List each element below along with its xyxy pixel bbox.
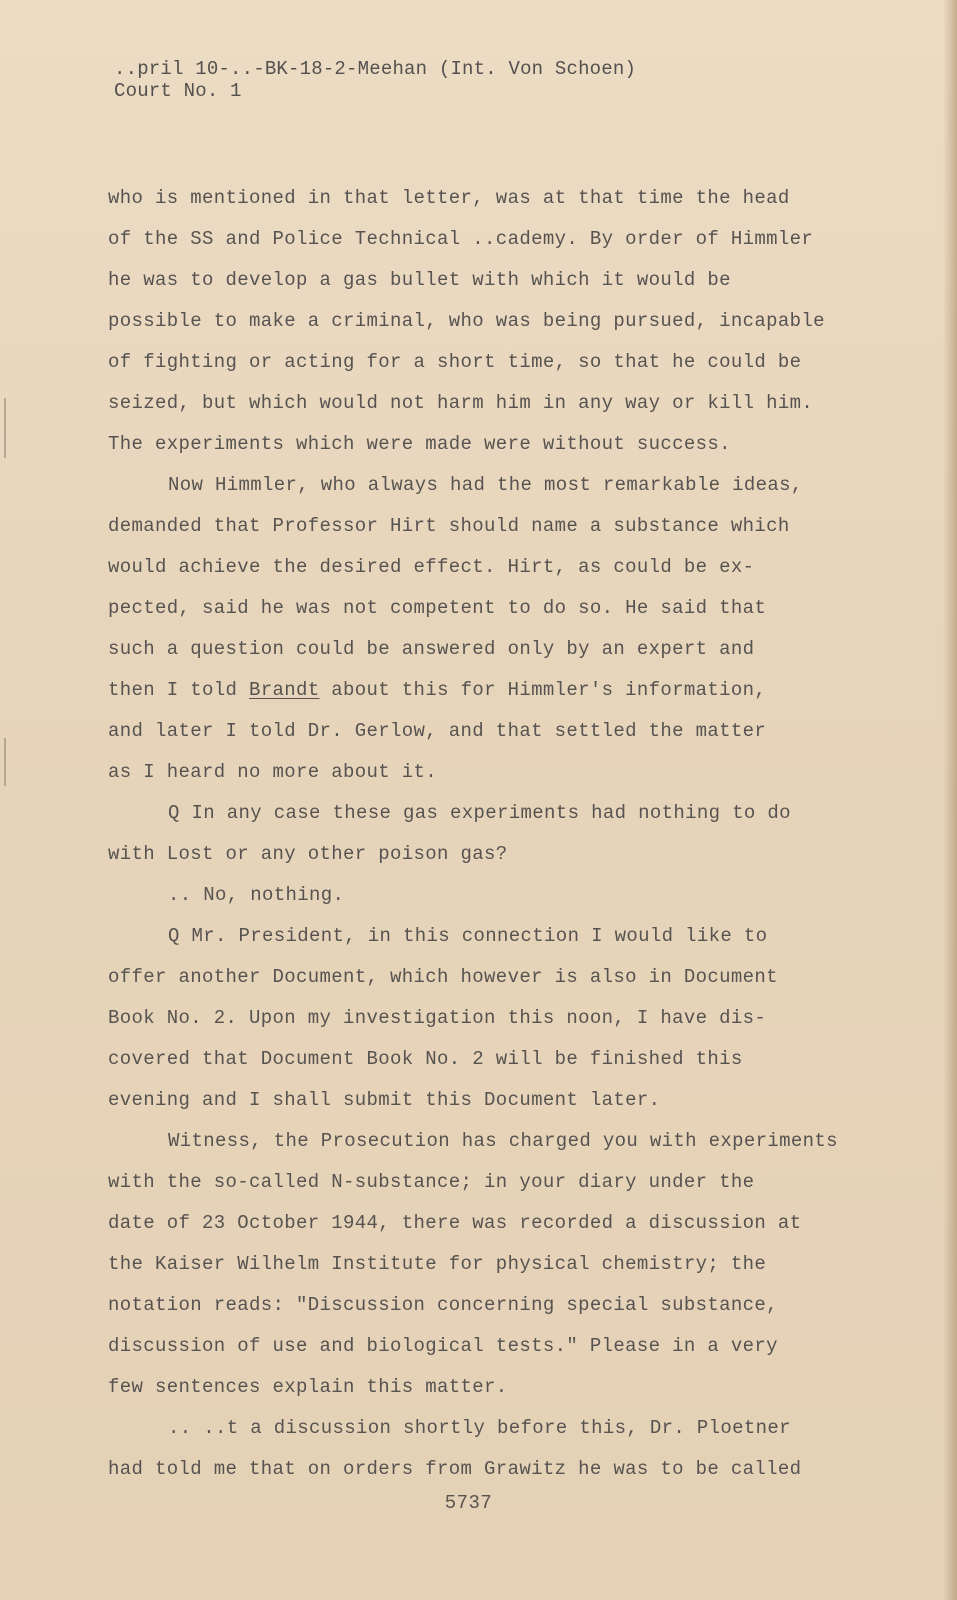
text-line: with Lost or any other poison gas? (108, 843, 508, 865)
text-line: possible to make a criminal, who was being pursued, incapable (108, 310, 825, 332)
text-line: covered that Document Book No. 2 will be finished this (108, 1048, 743, 1070)
text-line: seized, but which would not harm him in any way or kill him. (108, 392, 814, 414)
text-line: Book No. 2. Upon my investigation this noon, I have dis- (108, 1007, 767, 1029)
text-segment: then I told (108, 679, 250, 701)
text-line: he was to develop a gas bullet with which it would be (108, 269, 731, 291)
answer-line: .. No, nothing. (168, 884, 345, 906)
text-line: of fighting or acting for a short time, so that he could be (108, 351, 802, 373)
text-segment: about this for Himmler's information, (319, 679, 767, 701)
transcript-body (108, 178, 928, 1490)
text-line: as I heard no more about it. (108, 761, 438, 783)
text-line: Now Himmler, who always had the most remarkable ideas, (168, 474, 803, 496)
text-line: pected, said he was not competent to do so. He said that (108, 597, 767, 619)
text-line: had told me that on orders from Grawitz he was to be called (108, 1458, 802, 1480)
text-line: discussion of use and biological tests." Please in a very (108, 1335, 778, 1357)
text-line: date of 23 October 1944, there was recorded a discussion at (108, 1212, 802, 1234)
binder-mark (4, 738, 6, 786)
question-line: Q In any case these gas experiments had nothing to do (168, 802, 791, 824)
text-line: would achieve the desired effect. Hirt, as could be ex- (108, 556, 755, 578)
header-line-2: Court No. 1 (114, 80, 242, 102)
text-line (108, 670, 928, 711)
text-line: The experiments which were made were without success. (108, 433, 731, 455)
text-line: with the so-called N-substance; in your diary under the (108, 1171, 755, 1193)
text-line: who is mentioned in that letter, was at that time the head (108, 187, 790, 209)
text-line: of the SS and Police Technical ..cademy. By order of Himmler (108, 228, 814, 250)
text-line: demanded that Professor Hirt should name a substance which (108, 515, 790, 537)
text-line: notation reads: "Discussion concerning special substance, (108, 1294, 778, 1316)
text-line: evening and I shall submit this Document later. (108, 1089, 661, 1111)
page-number: 5737 (444, 1492, 493, 1514)
text-line: such a question could be answered only by an expert and (108, 638, 755, 660)
text-line: the Kaiser Wilhelm Institute for physical chemistry; the (108, 1253, 767, 1275)
header-line-1: ..pril 10-..-BK-18-2-Meehan (Int. Von Schoen) (114, 58, 637, 80)
underlined-name: Brandt (249, 679, 320, 701)
document-header (114, 58, 636, 102)
answer-line: .. ..t a discussion shortly before this, Dr. Ploetner (168, 1417, 791, 1439)
text-line: offer another Document, which however is also in Document (108, 966, 778, 988)
text-line: few sentences explain this matter. (108, 1376, 508, 1398)
binder-mark (4, 398, 6, 458)
text-line: and later I told Dr. Gerlow, and that settled the matter (108, 720, 767, 742)
question-line: Q Mr. President, in this connection I would like to (168, 925, 768, 947)
text-line: Witness, the Prosecution has charged you with experiments (168, 1130, 838, 1152)
